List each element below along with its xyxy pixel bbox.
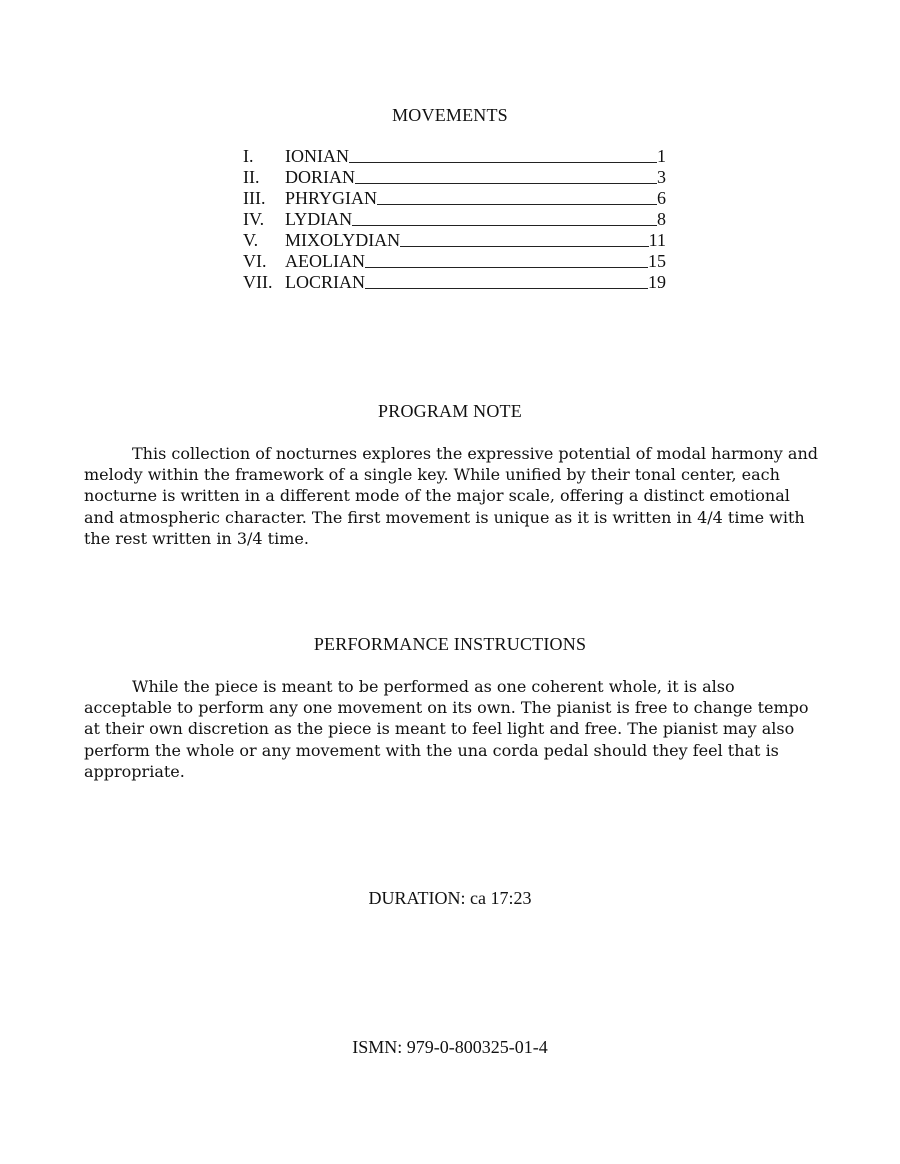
leader-line: [349, 161, 657, 163]
program-note-heading: PROGRAM NOTE: [378, 401, 522, 421]
movement-entry: [243, 167, 666, 188]
movement-entry: [243, 209, 666, 230]
ismn-text: ISMN: 979-0-800325-01-4: [352, 1037, 548, 1057]
movement-numeral: VI.: [243, 251, 267, 271]
paragraph-line: melody within the framework of a single key. While unified by their tonal center, each: [84, 465, 780, 485]
leader-line: [400, 245, 648, 247]
performance-instructions-heading: PERFORMANCE INSTRUCTIONS: [313, 634, 587, 654]
movement-page: 8: [657, 209, 666, 229]
performance-instructions-text: [84, 676, 824, 782]
movement-page: 1: [657, 146, 666, 166]
movement-entry: [243, 272, 666, 293]
program-note-text: [84, 443, 824, 549]
movement-title: IONIAN: [285, 146, 349, 166]
movement-numeral: VII.: [243, 272, 273, 292]
paragraph-line: at their own discretion as the piece is meant to feel light and free. The pianist may also: [84, 719, 795, 739]
paragraph-line: acceptable to perform any one movement on its own. The pianist is free to change tempo: [84, 698, 809, 718]
paragraph-line: perform the whole or any movement with the una corda pedal should they feel that is: [84, 740, 779, 760]
movement-title: DORIAN: [285, 167, 355, 187]
paragraph-line: the rest written in 3/4 time.: [84, 528, 309, 548]
movement-numeral: II.: [243, 167, 260, 187]
movement-entry: [243, 188, 666, 209]
leader-line: [355, 182, 657, 184]
movement-entry: [243, 146, 666, 167]
movement-page: 6: [657, 188, 666, 208]
movement-numeral: III.: [243, 188, 266, 208]
movement-title: LYDIAN: [285, 209, 353, 229]
movement-page: 11: [648, 230, 666, 250]
duration-text: DURATION: ca 17:23: [368, 888, 532, 908]
movement-page: 19: [648, 272, 666, 292]
movement-numeral: I.: [243, 146, 254, 166]
movement-entry: [243, 230, 666, 251]
paragraph-line: This collection of nocturnes explores the expressive potential of modal harmony and: [132, 444, 818, 463]
movement-entry: [243, 251, 666, 272]
paragraph-line: and atmospheric character. The first movement is unique as it is written in 4/4 time with: [84, 507, 805, 527]
movements-heading: MOVEMENTS: [392, 105, 508, 125]
paragraph-line: appropriate.: [84, 761, 185, 781]
leader-line: [352, 224, 657, 226]
movement-numeral: IV.: [243, 209, 265, 229]
paragraph-line: While the piece is meant to be performed as one coherent whole, it is also: [132, 677, 735, 696]
movement-page: 3: [657, 167, 666, 187]
movement-title: PHRYGIAN: [285, 188, 378, 208]
paragraph-line: nocturne is written in a different mode of the major scale, offering a distinct emotional: [84, 486, 790, 506]
movement-numeral: V.: [243, 230, 259, 250]
movement-title: LOCRIAN: [285, 272, 365, 292]
leader-line: [377, 203, 657, 205]
movements-list: [243, 146, 666, 293]
movement-title: MIXOLYDIAN: [285, 230, 401, 250]
movement-page: 15: [648, 251, 666, 271]
movement-title: AEOLIAN: [285, 251, 365, 271]
leader-line: [365, 266, 648, 268]
leader-line: [365, 287, 648, 289]
